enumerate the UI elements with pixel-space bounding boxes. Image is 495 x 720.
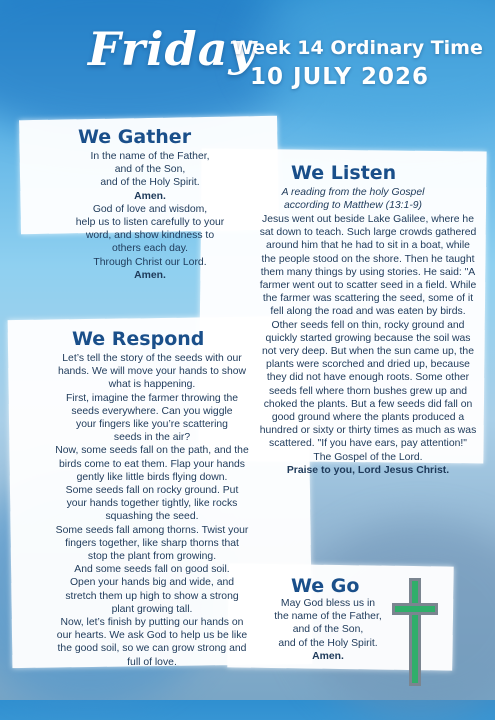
respond-line: squashing the seed. — [105, 511, 199, 523]
gather-line: word, and show kindness to — [85, 230, 215, 242]
date-heading: 10 JULY 2026 — [250, 64, 429, 90]
respond-line: your hands together tightly, like rocks — [66, 498, 238, 510]
listen-line: quickly started growing because the soil was — [265, 332, 471, 344]
listen-line: choked the plants. But a few seeds did fall on — [263, 398, 473, 410]
listen-line: seeds fell where thorn bushes grew up and — [268, 385, 468, 397]
gather-line: God of love and wisdom, — [92, 203, 208, 215]
listen-line: scattered. "If you have ears, pay attention!" — [269, 438, 467, 450]
gather-title: We Gather — [78, 126, 192, 148]
gather-line: Amen. — [134, 269, 166, 281]
listen-line: plants were scorched and dried up, because — [266, 359, 470, 371]
go-line: May God bless us in — [280, 598, 376, 609]
gather-line: others each day. — [111, 243, 189, 255]
respond-line: what is happening. — [108, 379, 196, 391]
respond-line: seeds in the air? — [113, 432, 191, 444]
respond-text — [14, 352, 290, 669]
listen-subtitle-line: A reading from the holy Gospel — [281, 187, 425, 198]
listen-line: farmer went out to scatter seed in a field. While — [259, 280, 477, 292]
go-line: and of the Holy Spirit. — [278, 637, 378, 649]
respond-line: birds come to eat them. Flap your hands — [59, 458, 245, 470]
listen-line: hundred or sixty or thirty times as much as was — [259, 425, 477, 437]
listen-line: Other seeds fell on thin, rocky ground and — [271, 319, 465, 331]
gather-line: and of the Son, — [114, 164, 186, 176]
go-text — [260, 597, 396, 663]
respond-line: Let’s tell the story of the seeds with our — [62, 353, 242, 364]
gather-line: Amen. — [134, 190, 166, 202]
listen-line: the farmer was scattering the seed, some of it — [262, 293, 474, 305]
gather-line: In the name of the Father, — [90, 151, 210, 162]
respond-line: your fingers like you’re scattering — [76, 419, 228, 431]
listen-line: fell along the road and was eaten by birds. — [270, 306, 466, 318]
day-heading: Friday — [88, 22, 257, 76]
go-line: Amen. — [312, 650, 344, 662]
respond-line: stretch them up high to show a strong — [65, 590, 239, 602]
listen-line: good ground where the plants produced a — [271, 412, 465, 424]
listen-title: We Listen — [291, 162, 397, 184]
respond-line: Now, let’s finish by putting our hands on — [60, 617, 244, 629]
respond-line: Some seeds fall on rocky ground. Put — [65, 485, 239, 497]
respond-title: We Respond — [72, 328, 205, 350]
respond-line: the good soil, so we can grow strong and — [57, 643, 247, 655]
respond-line: First, imagine the farmer throwing the — [65, 392, 239, 404]
respond-line: And some seeds fall on good soil. — [74, 564, 230, 576]
go-title: We Go — [291, 575, 360, 597]
go-line: the name of the Father, — [274, 611, 382, 623]
respond-line: stop the plant from growing. — [87, 551, 217, 563]
listen-line: them many things by using stories. He said: "A — [260, 266, 476, 278]
listen-line: not very deep. But when the sun came up, the — [262, 346, 474, 358]
gather-line: and of the Holy Spirit. — [100, 177, 200, 189]
respond-line: Some seeds fall among thorns. Twist your — [55, 524, 249, 536]
listen-response: Praise to you, Lord Jesus Christ. — [286, 464, 450, 476]
week-heading: Week 14 Ordinary Time — [232, 37, 483, 59]
respond-line: Open your hands big and wide, and — [69, 577, 235, 589]
respond-line: fingers together, like sharp thorns that — [65, 537, 239, 549]
respond-line: full of love. — [127, 656, 177, 668]
go-line: and of the Son, — [292, 624, 364, 636]
respond-line: hands. We will move your hands to show — [57, 366, 247, 378]
listen-subtitle — [248, 186, 458, 212]
listen-line: sat down to teach. Such large crowds gathered — [259, 227, 477, 239]
listen-line: Jesus went out beside Lake Galilee, where he — [262, 214, 474, 225]
listen-line: the people stood on the shore. Then he taught — [261, 253, 475, 265]
gather-text — [22, 150, 278, 282]
respond-line: plant growing tall. — [111, 603, 193, 615]
gather-line: Through Christ our Lord. — [93, 256, 207, 268]
listen-line: they did not have enough roots. Some other — [266, 372, 470, 384]
listen-line: The Gospel of the Lord. — [313, 451, 423, 463]
listen-line: around him that he had to sit in a boat, while — [266, 240, 470, 252]
respond-line: our hearts. We ask God to help us be like — [56, 630, 248, 642]
respond-line: Now, some seeds fall on the path, and the — [55, 445, 249, 457]
gather-line: help us to listen carefully to your — [75, 217, 225, 229]
respond-line: seeds everywhere. Can you wiggle — [71, 405, 233, 417]
listen-subtitle-line: according to Matthew (13:1-9) — [283, 200, 423, 212]
respond-line: gently like little birds flying down. — [76, 471, 228, 483]
